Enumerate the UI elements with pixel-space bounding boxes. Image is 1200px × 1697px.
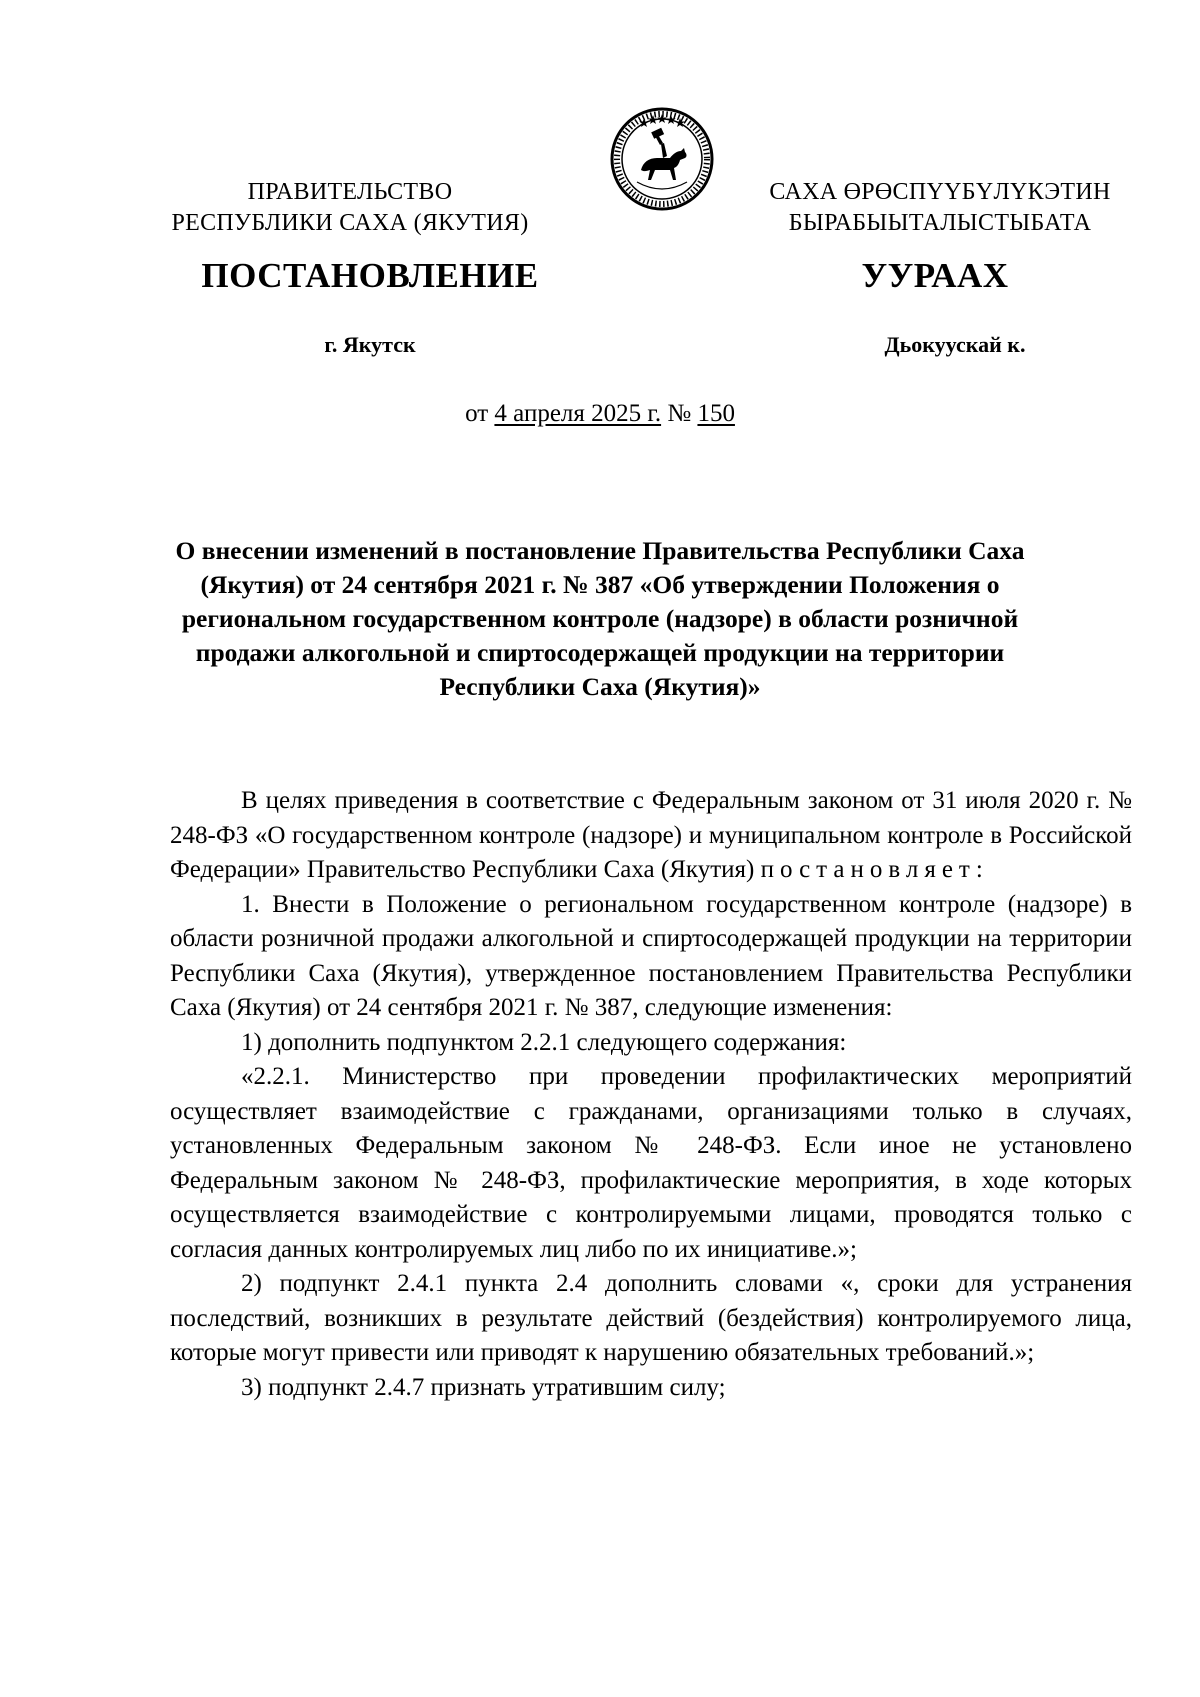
document-number: 150 [697,400,735,427]
org-name-ru [140,177,560,239]
preamble-paragraph [170,784,1132,888]
preamble-text: В целях приведения в соответствие с Федеральным законом от 31 июля 2020 г. № 248-ФЗ «О государственном контроле (надзоре) и муниципальном контроле в Российской Федерации» Правительство Республики Саха (Якутия) [170,787,1132,883]
date-number-line [0,400,1200,428]
org-name-sakha [740,177,1140,239]
decree-word: постановляет: [760,856,989,883]
date-prefix: от [465,400,489,427]
org-name-ru-line2: РЕСПУБЛИКИ САХА (ЯКУТИЯ) [171,210,529,236]
city-sakha: Дьокуускай к. [884,332,1026,357]
number-sign: № [667,400,692,427]
org-name-sakha-line1: САХА ӨРӨСПҮҮБҮЛҮКЭТИН [769,179,1111,205]
city-ru: г. Якутск [324,332,416,357]
subitem-3-paragraph: 3) подпункт 2.4.7 признать утратившим силу; [241,1373,726,1401]
item-1-paragraph: 1. Внести в Положение о региональном государственном контроле (надзоре) в области розничной продажи алкогольной и спиртосодержащей продукции на территории Республики Саха (Якутия), утвержденное постановлением Правительства Республики Саха (Якутия) от 24 сентября 2021 г. № 387, следующие изменения: [170,890,1132,1021]
document-date: 4 апреля 2025 г. [494,400,662,427]
org-name-ru-line1: ПРАВИТЕЛЬСТВО [247,179,453,205]
doc-type-ru: ПОСТАНОВЛЕНИЕ [201,256,539,295]
subitem-2-paragraph: 2) подпункт 2.4.1 пункта 2.4 дополнить словами «, сроки для устранения последствий, возникших в результате действий (бездействия) контролируемого лица, которые могут привести или приводят к нарушению обязательных требований.»; [170,1270,1132,1366]
org-name-sakha-line2: БЫРАБЫЫТАЛЫСТЫБАТА [788,210,1092,236]
document-title: О внесении изменений в постановление Правительства Республики Саха (Якутия) от 24 сентября 2021 г. № 387 «Об утверждении Положения о региональном государственном контроле (надзоре) в области розничной продажи алкогольной и спиртосодержащей продукции на территории Республики Саха (Якутия)» [175,536,1025,701]
quote-2-2-1-paragraph: «2.2.1. Министерство при проведении профилактических мероприятий осуществляет взаимодействие с гражданами, организациями только в случаях, установленных Федеральным законом № 248-ФЗ. Если иное не установлено Федеральным законом № 248-ФЗ, профилактические мероприятия, в ходе которых осуществляется взаимодействие с контролируемыми лицами, проводятся только с согласия данных контролируемых лиц либо по их инициативе.»; [170,1063,1132,1263]
subitem-1-paragraph: 1) дополнить подпунктом 2.2.1 следующего содержания: [241,1028,847,1056]
document-body [170,784,1132,1405]
coat-of-arms-emblem [607,104,717,214]
doc-type-sakha: УУРААХ [861,256,1009,295]
